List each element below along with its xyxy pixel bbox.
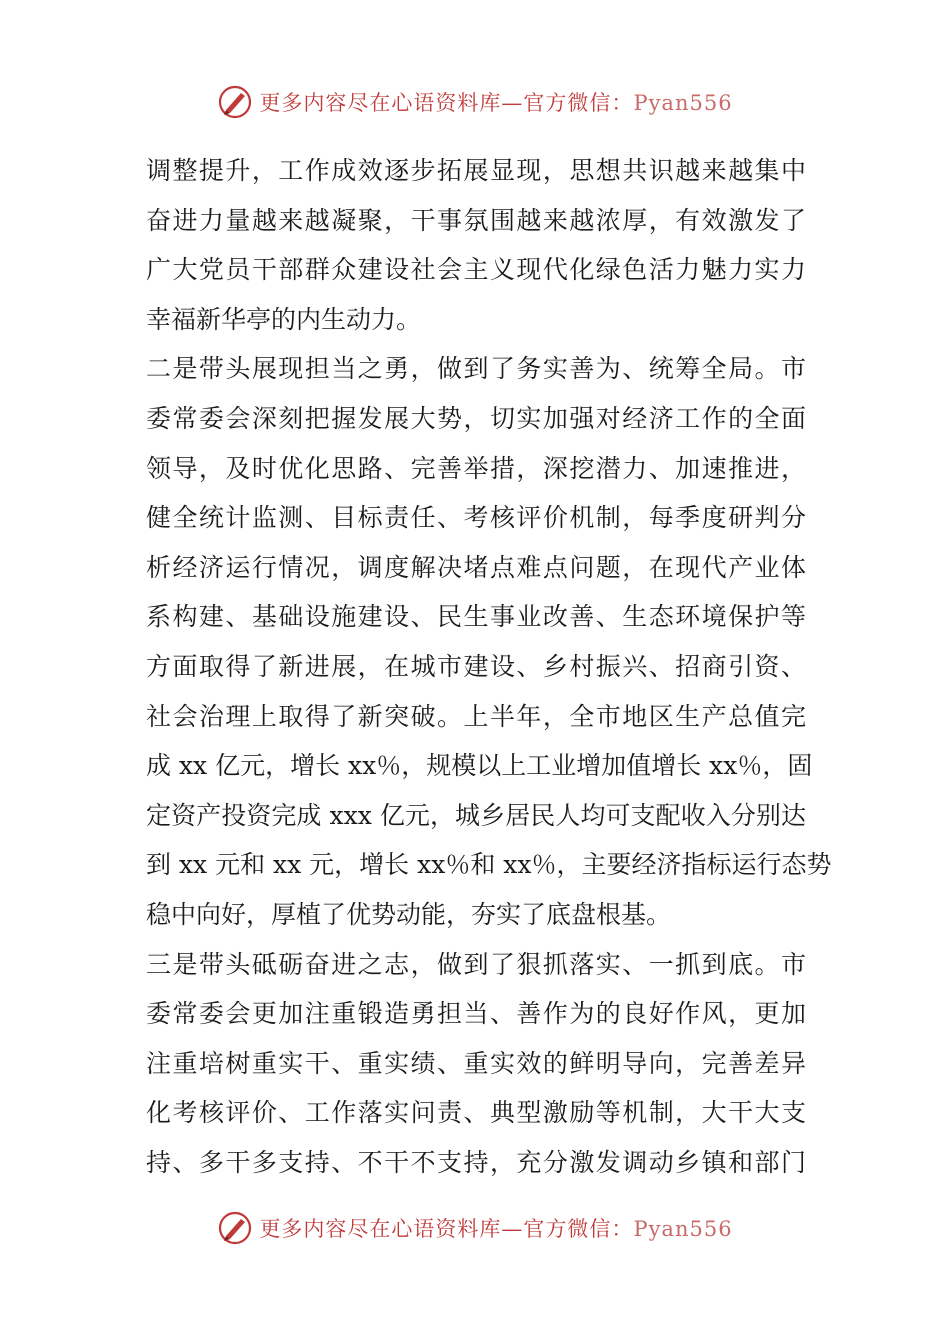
text-line: 二是带头展现担当之勇，做到了务实善为、统筹全局。市 — [146, 354, 806, 384]
text-line: 领导，及时优化思路、完善举措，深挖潜力、加速推进， — [146, 453, 806, 483]
banner-text: 更多内容尽在心语资料库—官方微信：Pyan556 — [259, 91, 733, 115]
text-line: 注重培树重实干、重实绩、重实效的鲜明导向，完善差异 — [146, 1048, 806, 1078]
text-line: 委常委会更加注重锻造勇担当、善作为的良好作风，更加 — [146, 999, 806, 1029]
text-line: 成 xx 亿元，增长 xx％，规模以上工业增加值增长 xx％，固 — [146, 751, 813, 781]
text-line: 委常委会深刻把握发展大势，切实加强对经济工作的全面 — [146, 403, 806, 433]
text-line: 奋进力量越来越凝聚，干事氛围越来越浓厚，有效激发了 — [146, 205, 806, 235]
wechat-id: Pyan556 — [633, 91, 733, 115]
text-line: 定资产投资完成 xxx 亿元，城乡居民人均可支配收入分别达 — [146, 800, 806, 830]
text-line: 系构建、基础设施建设、民生事业改善、生态环境保护等 — [146, 602, 806, 632]
header-banner — [0, 82, 950, 122]
text-line: 广大党员干部群众建设社会主义现代化绿色活力魅力实力 — [146, 255, 806, 285]
text-line: 稳中向好，厚植了优势动能，夯实了底盘根基。 — [146, 899, 672, 929]
text-line: 持、多干多支持、不干不支持，充分激发调动乡镇和部门 — [146, 1147, 806, 1177]
text-line: 到 xx 元和 xx 元，增长 xx％和 xx％，主要经济指标运行态势 — [146, 850, 832, 880]
text-line: 化考核评价、工作落实问责、典型激励等机制，大干大支 — [146, 1098, 806, 1128]
text-line: 三是带头砥砺奋进之志，做到了狠抓落实、一抓到底。市 — [146, 949, 806, 979]
banner-text: 更多内容尽在心语资料库—官方微信：Pyan556 — [259, 1217, 733, 1241]
pen-logo-icon — [217, 1210, 253, 1246]
text-line: 幸福新华亭的内生动力。 — [146, 304, 422, 334]
document-body — [146, 146, 832, 1187]
text-line: 调整提升，工作成效逐步拓展显现，思想共识越来越集中 — [146, 156, 806, 185]
text-line: 社会治理上取得了新突破。上半年，全市地区生产总值完 — [146, 701, 806, 731]
wechat-id: Pyan556 — [633, 1217, 733, 1241]
text-line: 析经济运行情况，调度解决堵点难点问题，在现代产业体 — [146, 552, 806, 582]
pen-logo-icon — [217, 84, 253, 120]
footer-banner — [0, 1208, 950, 1248]
text-line: 方面取得了新进展，在城市建设、乡村振兴、招商引资、 — [146, 651, 806, 681]
text-line: 健全统计监测、目标责任、考核评价机制，每季度研判分 — [146, 503, 806, 533]
